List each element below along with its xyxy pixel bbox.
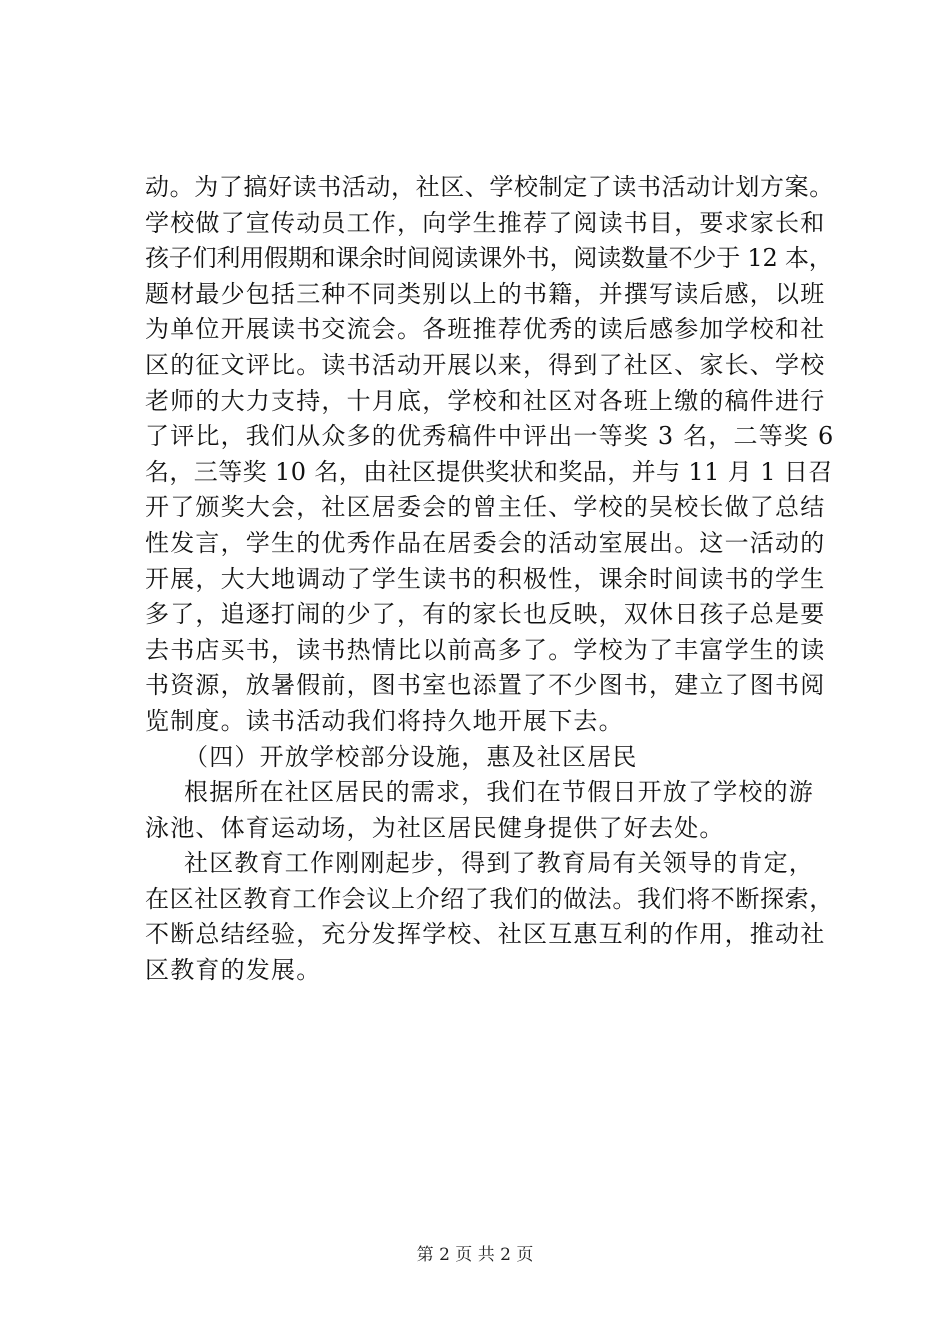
paragraph-line: 孩子们利用假期和课余时间阅读课外书，阅读数量不少于 12 本， xyxy=(145,244,833,273)
body-text xyxy=(145,170,835,989)
paragraph-line: 览制度。读书活动我们将持久地开展下去。 xyxy=(145,706,624,735)
paragraph-line: 在区社区教育工作会议上介绍了我们的做法。我们将不断探索， xyxy=(145,884,834,913)
paragraph-line: 根据所在社区居民的需求，我们在节假日开放了学校的游 xyxy=(184,778,814,807)
paragraph-line: 区教育的发展。 xyxy=(145,956,322,985)
paragraph-line: 泳池、体育运动场，为社区居民健身提供了好去处。 xyxy=(145,813,725,842)
paragraph-line: 多了，追逐打闹的少了，有的家长也反映，双休日孩子总是要 xyxy=(145,600,826,629)
paragraph-line: 名，三等奖 10 名，由社区提供奖状和奖品，并与 11 月 1 日召 xyxy=(145,457,833,486)
paragraph-line: 题材最少包括三种不同类别以上的书籍，并撰写读后感，以班 xyxy=(145,279,826,308)
paragraph-line: 动。为了搞好读书活动，社区、学校制定了读书活动计划方案。 xyxy=(145,173,834,201)
paragraph-line: 性发言，学生的优秀作品在居委会的活动室展出。这一活动的 xyxy=(145,528,826,557)
paragraph-line: 老师的大力支持，十月底，学校和社区对各班上缴的稿件进行 xyxy=(145,386,826,415)
section-heading: （四）开放学校部分设施，惠及社区居民 xyxy=(184,742,638,771)
paragraph-line: 书资源，放暑假前，图书室也添置了不少图书，建立了图书阅 xyxy=(145,671,826,700)
paragraph-line: 为单位开展读书交流会。各班推荐优秀的读后感参加学校和社 xyxy=(145,315,826,344)
paragraph-line: 学校做了宣传动员工作，向学生推荐了阅读书目，要求家长和 xyxy=(145,208,826,237)
paragraph-line: 开了颁奖大会，社区居委会的曾主任、学校的吴校长做了总结 xyxy=(145,493,826,522)
paragraph-line: 不断总结经验，充分发挥学校、社区互惠互利的作用，推动社 xyxy=(145,920,826,949)
paragraph-line: 了评比，我们从众多的优秀稿件中评出一等奖 3 名，二等奖 6 xyxy=(145,422,835,451)
paragraph-line: 区的征文评比。读书活动开展以来，得到了社区、家长、学校 xyxy=(145,350,826,379)
paragraph-line: 去书店买书，读书热情比以前高多了。学校为了丰富学生的读 xyxy=(145,635,826,664)
paragraph-line: 社区教育工作刚刚起步，得到了教育局有关领导的肯定， xyxy=(184,849,814,878)
page-number-footer: 第 2 页 共 2 页 xyxy=(416,1245,534,1265)
paragraph-line: 开展，大大地调动了学生读书的积极性，课余时间读书的学生 xyxy=(145,564,826,593)
